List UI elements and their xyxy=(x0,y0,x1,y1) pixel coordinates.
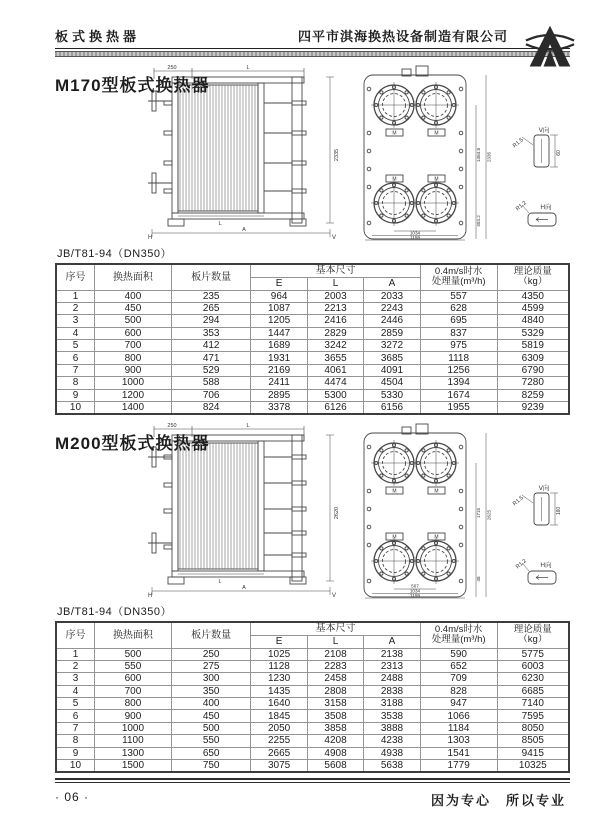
table-cell: 975 xyxy=(420,340,497,352)
table-cell: 3378 xyxy=(251,402,307,415)
table-cell: 350 xyxy=(171,685,251,697)
col-header-l: L xyxy=(307,277,363,290)
front-view-drawing xyxy=(352,63,502,245)
table-cell: 1256 xyxy=(420,364,497,376)
table-cell: 4474 xyxy=(307,377,363,389)
table-cell: 412 xyxy=(171,340,251,352)
table-cell: 1230 xyxy=(251,673,307,685)
spec-table-m170 xyxy=(55,263,570,415)
table-cell: 1205 xyxy=(251,315,307,327)
col-header-e: E xyxy=(251,277,307,290)
table-cell: 1447 xyxy=(251,327,307,339)
table-cell: 7280 xyxy=(497,377,569,389)
table-cell: 2 xyxy=(56,302,94,314)
table-cell: 1400 xyxy=(94,402,171,415)
table-cell: 1640 xyxy=(251,698,307,710)
col-header-mass-line1: 理论质量 xyxy=(513,265,552,277)
table-cell: 500 xyxy=(94,315,171,327)
table-cell: 750 xyxy=(171,760,251,773)
table-cell: 1300 xyxy=(94,747,171,759)
table-cell: 837 xyxy=(420,327,497,339)
table-cell: 6790 xyxy=(497,364,569,376)
dim-250: 250 xyxy=(167,423,177,430)
table-row xyxy=(56,710,569,722)
table-cell: 4599 xyxy=(497,302,569,314)
col-header-a: A xyxy=(364,635,420,648)
table-cell: 10 xyxy=(56,760,94,773)
table-row xyxy=(56,340,569,352)
standard-label: JB/T81-94（DN350） xyxy=(57,606,172,619)
v-dim-label: 60 xyxy=(556,150,562,156)
port-label: M xyxy=(392,176,397,183)
table-head xyxy=(56,264,569,290)
footer-slogan: 因为专心 所以专业 xyxy=(430,793,566,809)
table-row xyxy=(56,673,569,685)
port-label: M xyxy=(434,130,439,137)
section-title: M200型板式换热器 xyxy=(55,434,210,454)
col-header-water xyxy=(420,264,497,290)
dim-L-bottom: L xyxy=(218,579,222,586)
table-cell: 1845 xyxy=(251,710,307,722)
table-cell: 8 xyxy=(56,377,94,389)
table-cell: 7595 xyxy=(497,710,569,722)
col-header-no: 序号 xyxy=(56,264,94,290)
section-title: M170型板式换热器 xyxy=(55,76,210,95)
front-view-drawing xyxy=(352,421,502,603)
table-cell: 3188 xyxy=(364,698,420,710)
col-header-no: 序号 xyxy=(56,622,94,648)
table-cell: 652 xyxy=(420,660,497,672)
dim-bottom-3: 1159 xyxy=(410,593,420,599)
table-cell: 2458 xyxy=(307,673,363,685)
table-cell: 300 xyxy=(171,673,251,685)
table-cell: 709 xyxy=(420,673,497,685)
h-view-label: H向 xyxy=(540,204,552,211)
table-cell: 1 xyxy=(56,290,94,302)
table-cell: 1500 xyxy=(94,760,171,773)
table-row xyxy=(56,402,569,415)
table-cell: 4061 xyxy=(307,364,363,376)
table-cell: 3 xyxy=(56,315,94,327)
table-body xyxy=(56,648,569,772)
table-cell: 2416 xyxy=(307,315,363,327)
table-row xyxy=(56,735,569,747)
table-cell: 500 xyxy=(171,722,251,734)
table-cell: 5775 xyxy=(497,648,569,660)
table-row xyxy=(56,722,569,734)
table-cell: 471 xyxy=(171,352,251,364)
table-row xyxy=(56,315,569,327)
port-label: M xyxy=(392,534,397,541)
table-row xyxy=(56,760,569,773)
table-cell: 5329 xyxy=(497,327,569,339)
table-row xyxy=(56,660,569,672)
col-header-l: L xyxy=(307,635,363,648)
table-cell: 2169 xyxy=(251,364,307,376)
table-cell: 8259 xyxy=(497,389,569,401)
table-cell: 5330 xyxy=(364,389,420,401)
col-header-mass-line1: 理论质量 xyxy=(513,623,552,635)
header-rule xyxy=(55,48,570,49)
standard-label: JB/T81-94（DN350） xyxy=(57,248,172,260)
table-cell: 2829 xyxy=(307,327,363,339)
footer-rule xyxy=(55,778,570,780)
table-cell: 650 xyxy=(171,747,251,759)
table-cell: 6003 xyxy=(497,660,569,672)
table-cell: 550 xyxy=(94,660,171,672)
table-cell: 450 xyxy=(171,710,251,722)
table-cell: 1541 xyxy=(420,747,497,759)
table-cell: 1931 xyxy=(251,352,307,364)
table-cell: 600 xyxy=(94,327,171,339)
table-cell: 1394 xyxy=(420,377,497,389)
table-cell: 4350 xyxy=(497,290,569,302)
table-cell: 2283 xyxy=(307,660,363,672)
table-cell: 4 xyxy=(56,685,94,697)
port-label: M xyxy=(434,176,439,183)
port-label: M xyxy=(392,130,397,137)
detail-views-drawing xyxy=(510,123,568,239)
table-row xyxy=(56,389,569,401)
col-header-water-line1: 0.4m/s时水 xyxy=(434,265,483,277)
dim-A: A xyxy=(242,227,246,233)
dim-height: 2620 xyxy=(334,506,340,520)
dim-A: A xyxy=(242,585,246,592)
table-cell: 2895 xyxy=(251,389,307,401)
table-cell: 1779 xyxy=(420,760,497,773)
table-cell: 2255 xyxy=(251,735,307,747)
table-head xyxy=(56,622,569,648)
v-radius-label: R1.5 xyxy=(511,495,525,508)
col-header-basic-dims: 基本尺寸 xyxy=(251,622,420,635)
table-cell: 700 xyxy=(94,340,171,352)
header-company-name: 四平市淇海换热设备制造有限公司 xyxy=(297,29,508,44)
table-cell: 2411 xyxy=(251,377,307,389)
table-cell: 400 xyxy=(94,290,171,302)
table-cell: 3272 xyxy=(364,340,420,352)
table-cell: 2488 xyxy=(364,673,420,685)
label-V: V xyxy=(332,235,337,239)
dim-front-height: 2625 xyxy=(486,509,492,521)
dim-front-inner-height: 1715 xyxy=(476,507,481,519)
table-cell: 3075 xyxy=(251,760,307,773)
col-header-water-line2: 处理量(m³/h) xyxy=(431,634,486,646)
dim-height: 2335 xyxy=(334,148,340,162)
table-cell: 828 xyxy=(420,685,497,697)
section-m200 xyxy=(55,421,570,773)
table-cell: 700 xyxy=(94,685,171,697)
dim-bottom-1: 567 xyxy=(411,583,419,589)
table-cell: 5 xyxy=(56,698,94,710)
dim-front-inner-height: 1464.8 xyxy=(476,147,481,163)
table-cell: 800 xyxy=(94,698,171,710)
table-cell: 3685 xyxy=(364,352,420,364)
dim-bottom-2: 1034 xyxy=(409,230,421,236)
col-header-plates: 板片数量 xyxy=(171,264,251,290)
table-cell: 5300 xyxy=(307,389,363,401)
table-cell: 1 xyxy=(56,648,94,660)
col-header-plates: 板片数量 xyxy=(171,622,251,648)
table-cell: 8505 xyxy=(497,735,569,747)
table-cell: 1025 xyxy=(251,648,307,660)
table-cell: 964 xyxy=(251,290,307,302)
port-label: M xyxy=(392,488,397,495)
table-cell: 1128 xyxy=(251,660,307,672)
table-cell: 706 xyxy=(171,389,251,401)
table-cell: 5 xyxy=(56,340,94,352)
page-number: · 06 · xyxy=(55,790,90,805)
detail-views-drawing xyxy=(510,481,568,597)
table-cell: 9 xyxy=(56,747,94,759)
table-cell: 3538 xyxy=(364,710,420,722)
col-header-mass-line2: （kg） xyxy=(518,276,548,288)
table-cell: 2859 xyxy=(364,327,420,339)
table-cell: 2665 xyxy=(251,747,307,759)
table-cell: 2033 xyxy=(364,290,420,302)
table-cell: 1100 xyxy=(94,735,171,747)
table-cell: 1435 xyxy=(251,685,307,697)
table-cell: 2313 xyxy=(364,660,420,672)
table-cell: 6230 xyxy=(497,673,569,685)
table-cell: 1689 xyxy=(251,340,307,352)
table-cell: 529 xyxy=(171,364,251,376)
table-cell: 628 xyxy=(420,302,497,314)
table-cell: 2213 xyxy=(307,302,363,314)
table-cell: 10325 xyxy=(497,760,569,773)
col-header-area: 换热面积 xyxy=(94,622,171,648)
header-category-title: 板式换热器 xyxy=(55,29,141,44)
footer-rule xyxy=(55,782,570,783)
table-cell: 2808 xyxy=(307,685,363,697)
dim-front-bottom-offset: 48 xyxy=(476,576,481,582)
table-cell: 588 xyxy=(171,377,251,389)
table-cell: 1087 xyxy=(251,302,307,314)
table-cell: 6 xyxy=(56,710,94,722)
table-cell: 947 xyxy=(420,698,497,710)
table-cell: 2243 xyxy=(364,302,420,314)
table-cell: 7140 xyxy=(497,698,569,710)
port-label: M xyxy=(434,534,439,541)
table-cell: 6685 xyxy=(497,685,569,697)
table-cell: 3158 xyxy=(307,698,363,710)
dim-L-top: L xyxy=(246,423,250,430)
col-header-water-line2: 处理量(m³/h) xyxy=(431,276,486,288)
col-header-area: 换热面积 xyxy=(94,264,171,290)
table-row xyxy=(56,327,569,339)
section-m170 xyxy=(55,63,570,415)
col-header-a: A xyxy=(364,277,420,290)
table-cell: 7 xyxy=(56,722,94,734)
v-dim-label: 160 xyxy=(556,506,562,516)
table-cell: 5638 xyxy=(364,760,420,773)
table-body xyxy=(56,290,569,414)
col-header-mass-line2: （kg） xyxy=(518,634,548,646)
table-cell: 557 xyxy=(420,290,497,302)
table-cell: 3858 xyxy=(307,722,363,734)
label-H: H xyxy=(148,235,153,239)
label-H: H xyxy=(148,593,153,598)
col-header-e: E xyxy=(251,635,307,648)
table-row xyxy=(56,747,569,759)
table-row xyxy=(56,377,569,389)
label-V: V xyxy=(332,593,337,598)
table-cell: 2003 xyxy=(307,290,363,302)
table-cell: 2838 xyxy=(364,685,420,697)
table-cell: 1184 xyxy=(420,722,497,734)
table-cell: 6156 xyxy=(364,402,420,415)
table-cell: 1066 xyxy=(420,710,497,722)
h-radius-label: R1.2 xyxy=(514,558,528,571)
col-header-basic-dims: 基本尺寸 xyxy=(251,264,420,277)
table-cell: 4840 xyxy=(497,315,569,327)
table-cell: 275 xyxy=(171,660,251,672)
table-cell: 1000 xyxy=(94,722,171,734)
table-row xyxy=(56,698,569,710)
table-cell: 7 xyxy=(56,364,94,376)
page-header xyxy=(55,26,570,45)
col-header-mass xyxy=(497,622,569,648)
table-cell: 400 xyxy=(171,698,251,710)
table-cell: 8050 xyxy=(497,722,569,734)
table-cell: 2108 xyxy=(307,648,363,660)
table-cell: 4208 xyxy=(307,735,363,747)
table-cell: 550 xyxy=(171,735,251,747)
table-cell: 2138 xyxy=(364,648,420,660)
table-row xyxy=(56,685,569,697)
table-cell: 3 xyxy=(56,673,94,685)
table-cell: 2 xyxy=(56,660,94,672)
table-cell: 250 xyxy=(171,648,251,660)
col-header-water-line1: 0.4m/s时水 xyxy=(434,623,483,635)
table-cell: 900 xyxy=(94,364,171,376)
table-cell: 3655 xyxy=(307,352,363,364)
table-cell: 9239 xyxy=(497,402,569,415)
col-header-mass xyxy=(497,264,569,290)
table-cell: 3242 xyxy=(307,340,363,352)
table-cell: 4 xyxy=(56,327,94,339)
table-row xyxy=(56,364,569,376)
table-cell: 235 xyxy=(171,290,251,302)
v-view-label: V向 xyxy=(538,485,550,493)
table-cell: 1674 xyxy=(420,389,497,401)
dim-bottom-2: 1034 xyxy=(409,588,421,594)
table-cell: 4504 xyxy=(364,377,420,389)
table-cell: 600 xyxy=(94,673,171,685)
page-footer xyxy=(55,790,570,809)
table-cell: 6309 xyxy=(497,352,569,364)
table-cell: 4908 xyxy=(307,747,363,759)
table-cell: 500 xyxy=(94,648,171,660)
table-cell: 800 xyxy=(94,352,171,364)
dim-L-top: L xyxy=(246,65,250,71)
table-cell: 1118 xyxy=(420,352,497,364)
table-cell: 6 xyxy=(56,352,94,364)
table-cell: 9415 xyxy=(497,747,569,759)
dim-front-height: 2335 xyxy=(486,151,492,163)
table-cell: 8 xyxy=(56,735,94,747)
h-radius-label: R1.2 xyxy=(514,200,528,213)
v-view-label: V向 xyxy=(538,127,550,134)
dim-front-bottom-offset: 403.2 xyxy=(476,215,481,227)
table-row xyxy=(56,302,569,314)
table-row xyxy=(56,290,569,302)
port-label: M xyxy=(434,488,439,495)
table-cell: 10 xyxy=(56,402,94,415)
table-cell: 5819 xyxy=(497,340,569,352)
dim-250: 250 xyxy=(167,65,177,71)
table-cell: 1000 xyxy=(94,377,171,389)
dim-L-bottom: L xyxy=(218,221,222,227)
table-cell: 1303 xyxy=(420,735,497,747)
spec-table-m200 xyxy=(55,621,570,773)
table-cell: 590 xyxy=(420,648,497,660)
table-cell: 1955 xyxy=(420,402,497,415)
table-cell: 900 xyxy=(94,710,171,722)
table-cell: 6126 xyxy=(307,402,363,415)
dim-bottom-3: 1159 xyxy=(410,235,420,240)
table-cell: 2446 xyxy=(364,315,420,327)
header-band xyxy=(55,51,570,57)
table-row xyxy=(56,352,569,364)
h-view-label: H向 xyxy=(540,562,552,570)
table-cell: 2050 xyxy=(251,722,307,734)
table-row xyxy=(56,648,569,660)
table-cell: 4238 xyxy=(364,735,420,747)
table-cell: 450 xyxy=(94,302,171,314)
table-cell: 4938 xyxy=(364,747,420,759)
table-cell: 3888 xyxy=(364,722,420,734)
table-cell: 265 xyxy=(171,302,251,314)
table-cell: 9 xyxy=(56,389,94,401)
table-cell: 3508 xyxy=(307,710,363,722)
table-cell: 1200 xyxy=(94,389,171,401)
table-cell: 294 xyxy=(171,315,251,327)
v-radius-label: R1.5 xyxy=(511,137,525,150)
table-cell: 5608 xyxy=(307,760,363,773)
table-cell: 353 xyxy=(171,327,251,339)
table-cell: 824 xyxy=(171,402,251,415)
table-cell: 695 xyxy=(420,315,497,327)
col-header-water xyxy=(420,622,497,648)
table-cell: 4091 xyxy=(364,364,420,376)
